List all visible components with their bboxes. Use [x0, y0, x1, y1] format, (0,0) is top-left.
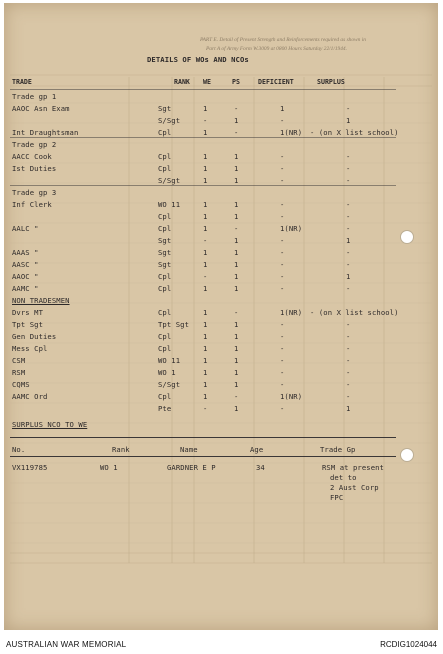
row-surplus: - [346, 212, 351, 221]
row-trade: Trade gp 1 [12, 92, 57, 101]
row-we: 1 [203, 356, 208, 365]
col-deficient-header: DEFICIENT [258, 78, 294, 86]
row-we: - [203, 236, 208, 245]
row-rank: Cpl [158, 164, 172, 173]
row-rank: WO 1 [158, 368, 176, 377]
row-ps: 1 [234, 284, 239, 293]
row-deficient: - [280, 344, 285, 353]
row-rank: WO 11 [158, 356, 181, 365]
row-surplus: - [346, 248, 351, 257]
row-ps: 1 [234, 116, 239, 125]
row-trade: AASC " [12, 260, 39, 269]
row-rank: Cpl [158, 224, 172, 233]
row-trade: AACC Cook [12, 152, 52, 161]
group-rule [10, 89, 396, 90]
row-surplus: - [346, 332, 351, 341]
row-ps: 1 [234, 236, 239, 245]
row-we: 1 [203, 248, 208, 257]
row-trade: AAMC " [12, 284, 39, 293]
row-deficient: - [280, 368, 285, 377]
row-we: 1 [203, 380, 208, 389]
row-deficient: 1(NR) [280, 392, 303, 401]
col-we-header: WE [203, 78, 211, 86]
row-rank: Cpl [158, 212, 172, 221]
row-rank: Cpl [158, 392, 172, 401]
surplus-rank: WO 1 [100, 463, 118, 472]
row-deficient: - [280, 164, 285, 173]
row-rank: Tpt Sgt [158, 320, 189, 329]
section-rule-2 [10, 456, 396, 457]
surplus-col-name: Name [180, 445, 198, 454]
row-surplus: - [346, 260, 351, 269]
row-rank: Cpl [158, 152, 172, 161]
row-deficient: - [280, 284, 285, 293]
row-trade: Ist Duties [12, 164, 57, 173]
row-trade: AAOC " [12, 272, 39, 281]
row-deficient: - [280, 380, 285, 389]
row-surplus: - [346, 224, 351, 233]
row-we: 1 [203, 320, 208, 329]
row-trade: Inf Clerk [12, 200, 52, 209]
binder-hole-top [400, 230, 414, 244]
footer-institution: AUSTRALIAN WAR MEMORIAL [6, 640, 127, 649]
row-surplus: - [346, 380, 351, 389]
row-rank: Cpl [158, 272, 172, 281]
row-trade: RSM [12, 368, 26, 377]
row-ps: - [234, 104, 239, 113]
row-we: 1 [203, 308, 208, 317]
row-we: 1 [203, 128, 208, 137]
section-rule-1 [10, 437, 396, 438]
row-ps: 1 [234, 332, 239, 341]
row-deficient: 1(NR) [280, 128, 303, 137]
row-deficient: 1 [280, 104, 285, 113]
surplus-trade-line-3: 2 Aust Corp [330, 483, 379, 492]
surplus-trade-line-2: det to [330, 473, 357, 482]
surplus-col-no: No. [12, 445, 26, 454]
header-line-1: PART E. Detail of Present Strength and Reinforcements required as shown in [200, 37, 366, 43]
row-we: - [203, 272, 208, 281]
row-we: 1 [203, 176, 208, 185]
row-deficient: - [280, 260, 285, 269]
row-rank: WO 11 [158, 200, 181, 209]
row-deficient: - [280, 152, 285, 161]
row-ps: - [234, 128, 239, 137]
row-ps: 1 [234, 368, 239, 377]
row-rank: S/Sgt [158, 380, 181, 389]
row-trade: Trade gp 2 [12, 140, 57, 149]
row-we: 1 [203, 212, 208, 221]
row-trade: AALC " [12, 224, 39, 233]
surplus-trade-line-1: RSM at present [322, 463, 384, 472]
row-rank: Sgt [158, 248, 172, 257]
row-we: 1 [203, 260, 208, 269]
surplus-heading: SURPLUS NCO TO WE [12, 420, 88, 429]
row-rank: Cpl [158, 344, 172, 353]
footer-record-id: RCDIG1024044 [380, 640, 437, 649]
surplus-trade-line-4: FPC [330, 493, 344, 502]
binder-hole-bottom [400, 448, 414, 462]
row-trade: Trade gp 3 [12, 188, 57, 197]
row-surplus: - [346, 284, 351, 293]
row-trade: AAMC Ord [12, 392, 48, 401]
row-ps: 1 [234, 200, 239, 209]
header-line-2: Part A of Army Form W.3009 at 0800 Hours Saturday 22/1/1944. [206, 46, 347, 52]
surplus-col-trade: Trade Gp [320, 445, 356, 454]
row-ps: 1 [234, 380, 239, 389]
row-deficient: - [280, 272, 285, 281]
row-trade: AAOC Asn Exam [12, 104, 70, 113]
col-surplus-header: SURPLUS [317, 78, 345, 86]
row-we: 1 [203, 332, 208, 341]
row-deficient: - [280, 248, 285, 257]
row-deficient: - [280, 176, 285, 185]
col-rank-header: RANK [174, 78, 190, 86]
row-surplus: - [346, 368, 351, 377]
row-rank: Sgt [158, 104, 172, 113]
row-rank: Cpl [158, 308, 172, 317]
group-rule [10, 185, 396, 186]
row-surplus: 1 [346, 404, 351, 413]
row-we: 1 [203, 104, 208, 113]
row-trade: NON TRADESMEN [12, 296, 70, 305]
row-we: 1 [203, 284, 208, 293]
row-ps: - [234, 392, 239, 401]
row-surplus: - [346, 176, 351, 185]
row-surplus: - (on X list school) [310, 128, 399, 137]
row-rank: Cpl [158, 284, 172, 293]
row-surplus: - [346, 164, 351, 173]
row-surplus: - [346, 344, 351, 353]
row-surplus: 1 [346, 236, 351, 245]
row-ps: 1 [234, 356, 239, 365]
row-deficient: - [280, 404, 285, 413]
row-ps: - [234, 224, 239, 233]
surplus-age: 34 [256, 463, 265, 472]
surplus-name: GARDNER E P [167, 463, 216, 472]
row-deficient: - [280, 332, 285, 341]
row-trade: Gen Duties [12, 332, 57, 341]
row-surplus: 1 [346, 272, 351, 281]
row-deficient: - [280, 116, 285, 125]
surplus-col-age: Age [250, 445, 264, 454]
row-we: 1 [203, 164, 208, 173]
row-we: 1 [203, 368, 208, 377]
row-surplus: - [346, 104, 351, 113]
row-trade: Mess Cpl [12, 344, 48, 353]
row-ps: 1 [234, 260, 239, 269]
row-trade: Int Draughtsman [12, 128, 79, 137]
row-rank: Pte [158, 404, 172, 413]
row-deficient: 1(NR) [280, 308, 303, 317]
row-ps: 1 [234, 272, 239, 281]
row-rank: Cpl [158, 332, 172, 341]
surplus-col-rank: Rank [112, 445, 130, 454]
row-rank: S/Sgt [158, 116, 181, 125]
row-ps: 1 [234, 176, 239, 185]
row-ps: 1 [234, 164, 239, 173]
group-rule [10, 137, 396, 138]
row-ps: 1 [234, 320, 239, 329]
row-we: - [203, 404, 208, 413]
row-surplus: - [346, 356, 351, 365]
row-we: - [203, 116, 208, 125]
row-surplus: - [346, 392, 351, 401]
row-we: 1 [203, 344, 208, 353]
page-title: DETAILS OF WOs AND NCOs [147, 55, 249, 64]
row-ps: 1 [234, 248, 239, 257]
row-trade: Dvrs MT [12, 308, 43, 317]
row-deficient: - [280, 200, 285, 209]
row-ps: 1 [234, 404, 239, 413]
row-surplus: - [346, 200, 351, 209]
row-rank: S/Sgt [158, 176, 181, 185]
row-deficient: - [280, 212, 285, 221]
row-rank: Sgt [158, 260, 172, 269]
row-deficient: - [280, 320, 285, 329]
row-surplus: 1 [346, 116, 351, 125]
row-deficient: 1(NR) [280, 224, 303, 233]
row-ps: 1 [234, 152, 239, 161]
row-trade: Tpt Sgt [12, 320, 43, 329]
col-ps-header: PS [232, 78, 240, 86]
row-ps: 1 [234, 344, 239, 353]
col-trade-header: TRADE [12, 78, 32, 86]
row-trade: CSM [12, 356, 26, 365]
row-trade: CQMS [12, 380, 30, 389]
row-rank: Sgt [158, 236, 172, 245]
row-deficient: - [280, 356, 285, 365]
row-we: 1 [203, 200, 208, 209]
row-we: 1 [203, 152, 208, 161]
row-we: 1 [203, 392, 208, 401]
row-surplus: - (on X list school) [310, 308, 399, 317]
row-ps: 1 [234, 212, 239, 221]
row-trade: AAAS " [12, 248, 39, 257]
row-surplus: - [346, 152, 351, 161]
row-deficient: - [280, 236, 285, 245]
row-we: 1 [203, 224, 208, 233]
row-ps: - [234, 308, 239, 317]
surplus-no: VX119785 [12, 463, 48, 472]
row-rank: Cpl [158, 128, 172, 137]
row-surplus: - [346, 320, 351, 329]
